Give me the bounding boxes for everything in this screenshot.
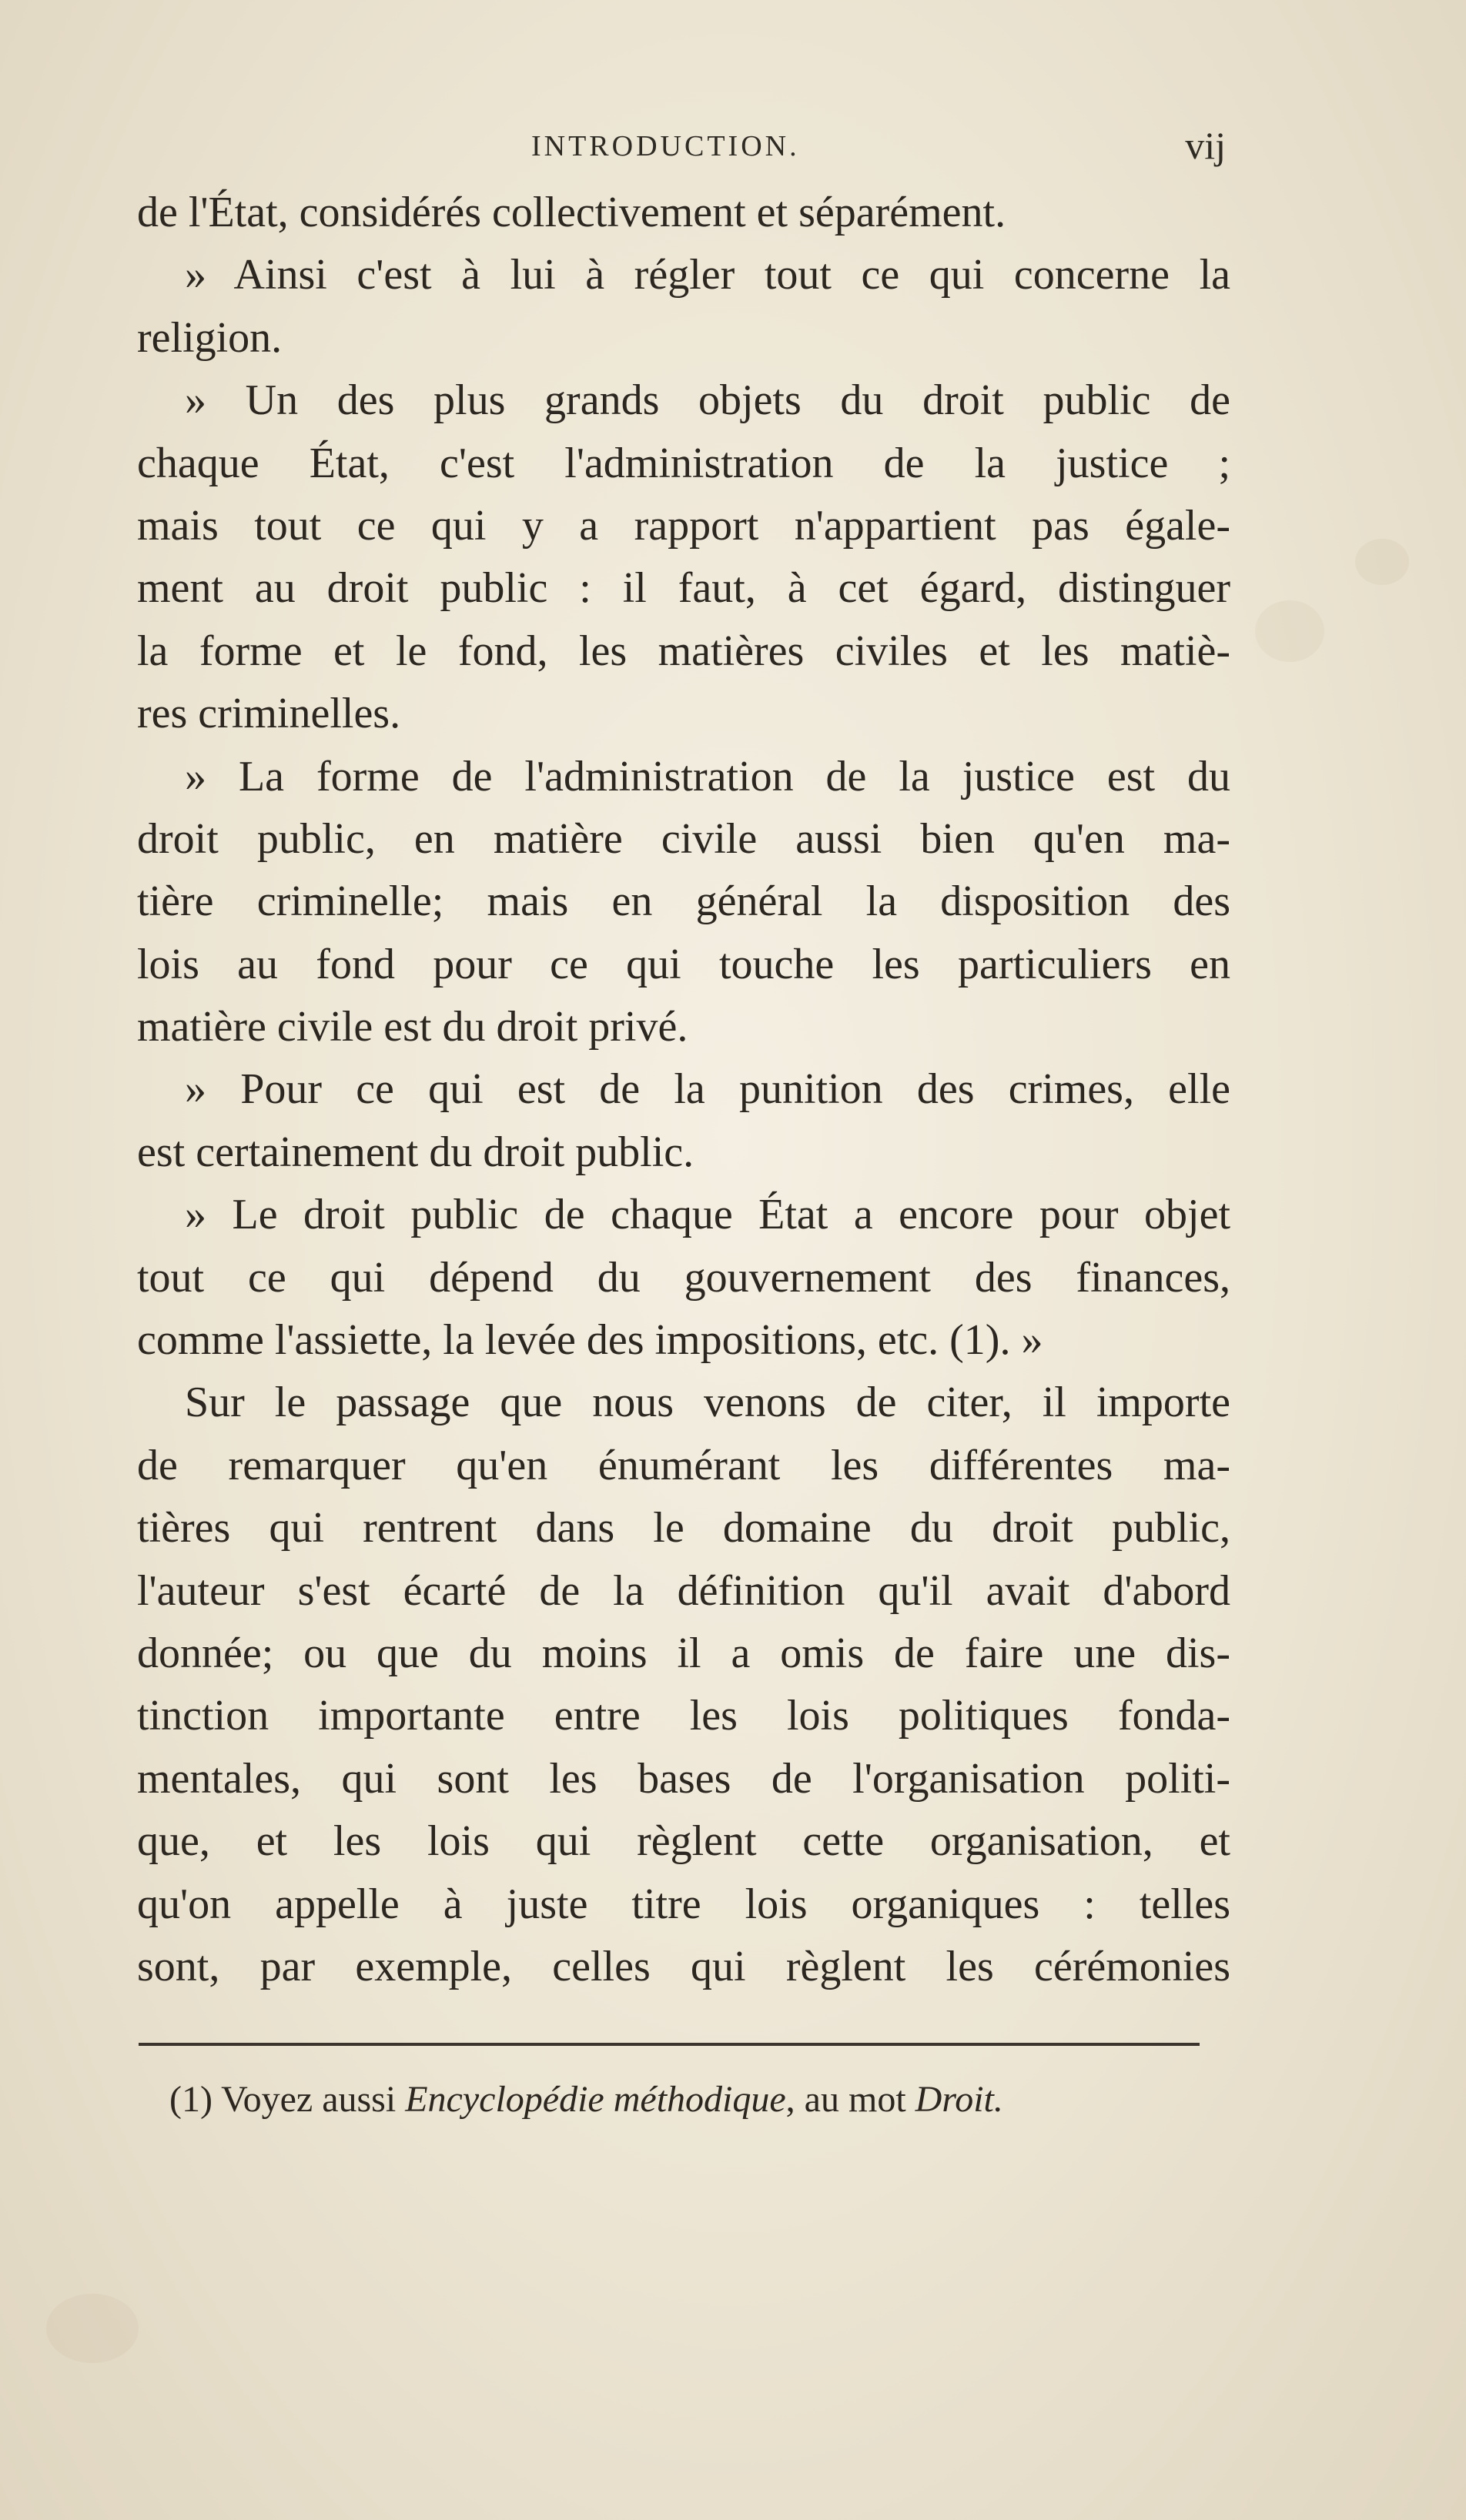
text-line: sont, par exemple, celles qui règlent les cérémonies: [137, 1942, 1230, 1990]
footnote-middle: , au mot: [785, 2079, 906, 2120]
page-number: vij: [1185, 124, 1226, 167]
text-line: tières qui rentrent dans le domaine du droit public,: [137, 1504, 1230, 1552]
paper-stain: [1255, 600, 1324, 662]
footnote: [169, 2078, 1003, 2121]
footnote-term: Droit.: [915, 2079, 1003, 2120]
body-text: [137, 182, 1230, 1998]
text-line: » Pour ce qui est de la punition des crimes, elle: [185, 1065, 1230, 1114]
text-line: lois au fond pour ce qui touche les particuliers en: [137, 940, 1230, 988]
text-line: matière civile est du droit privé.: [137, 1003, 688, 1051]
text-line: res criminelles.: [137, 690, 401, 738]
text-line: mais tout ce qui y a rapport n'appartient pas égale-: [137, 501, 1230, 550]
text-line: » Le droit public de chaque État a encore pour objet: [185, 1191, 1230, 1239]
text-line: que, et les lois qui règlent cette organisation, et: [137, 1817, 1230, 1866]
text-line: droit public, en matière civile aussi bien qu'en ma-: [137, 814, 1230, 863]
text-line: tinction importante entre les lois politiques fonda-: [137, 1692, 1230, 1740]
footnote-marker: (1): [169, 2079, 213, 2120]
footnote-rule: [139, 2043, 1200, 2046]
text-line: la forme et le fond, les matières civiles et les matiè-: [137, 627, 1230, 675]
text-line: comme l'assiette, la levée des impositions, etc. (1). »: [137, 1316, 1043, 1365]
footnote-title: Encyclopédie méthodique: [405, 2079, 786, 2120]
text-line: » La forme de l'administration de la justice est du: [185, 752, 1230, 800]
text-line: Sur le passage que nous venons de citer, il importe: [185, 1379, 1230, 1427]
text-line: donnée; ou que du moins il a omis de faire une dis-: [137, 1629, 1230, 1677]
paper-stain: [1355, 539, 1409, 585]
text-line: ment au droit public : il faut, à cet égard, distinguer: [137, 564, 1230, 613]
text-line: de l'État, considérés collectivement et séparément.: [137, 189, 1006, 236]
text-line: de remarquer qu'en énumérant les différentes ma-: [137, 1441, 1230, 1489]
page-header: [139, 123, 1226, 177]
text-line: tière criminelle; mais en général la disposition des: [137, 877, 1230, 926]
footnote-prefix: Voyez aussi: [221, 2079, 397, 2120]
text-line: chaque État, c'est l'administration de la justice ;: [137, 439, 1230, 487]
text-line: tout ce qui dépend du gouvernement des finances,: [137, 1253, 1230, 1302]
running-head: INTRODUCTION.: [531, 130, 800, 162]
text-line: » Un des plus grands objets du droit public de: [185, 376, 1230, 425]
paper-stain: [46, 2294, 139, 2363]
text-line: est certainement du droit public.: [137, 1128, 695, 1176]
text-line: » Ainsi c'est à lui à régler tout ce qui concerne la: [185, 251, 1230, 299]
text-line: religion.: [137, 313, 283, 362]
text-line: qu'on appelle à juste titre lois organiques : telles: [137, 1880, 1230, 1928]
text-line: mentales, qui sont les bases de l'organisation politi-: [137, 1754, 1230, 1803]
text-line: l'auteur s'est écarté de la définition qu'il avait d'abord: [137, 1566, 1230, 1615]
